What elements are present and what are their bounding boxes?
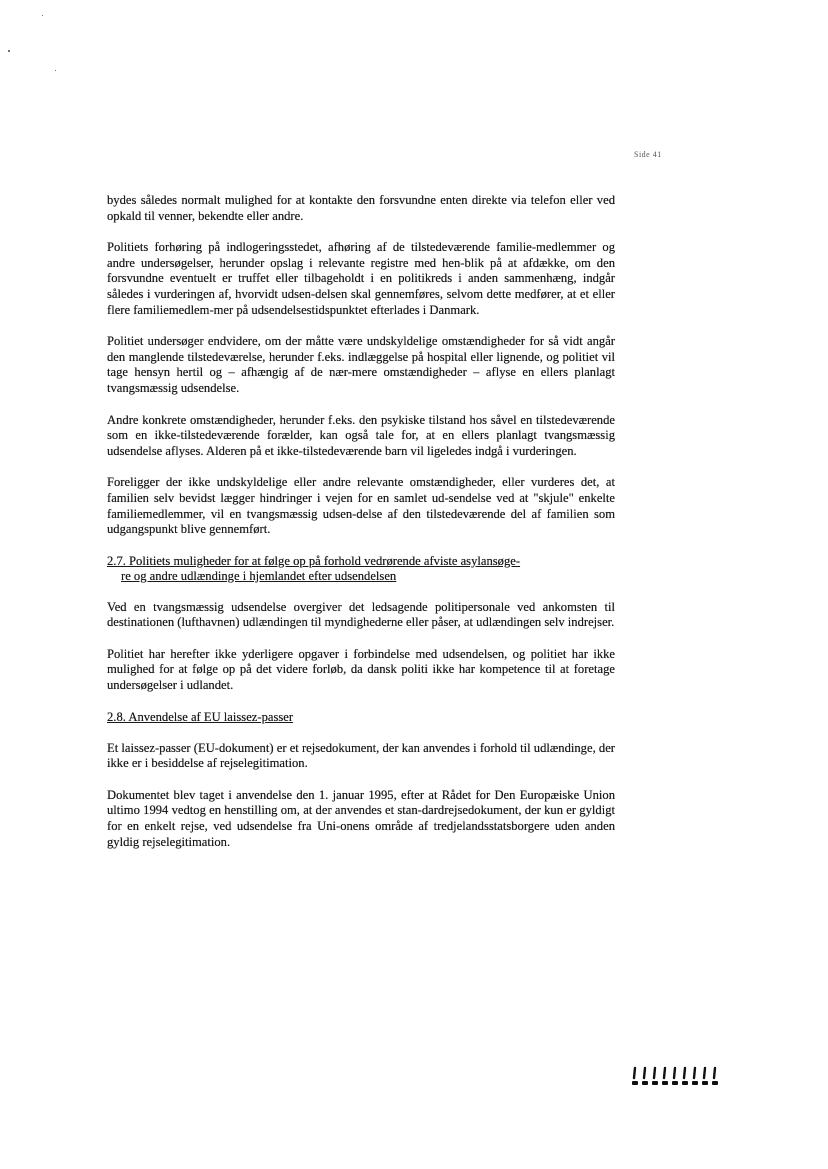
paragraph: Andre konkrete omstændigheder, herunder f.eks. den psykiske tilstand hos såvel en tilstedeværende som en ikke-tilstedeværende forælder, kan også tale for, at en ellers planlagt tvangsmæssig udsendelse aflyses. Alderen på et ikke-tilstedeværende barn vil ligeledes indgå i vurderingen. (107, 412, 615, 458)
section-heading-line: 2.7. Politiets muligheder for at følge op på forhold vedrørende afviste asylansøge- (107, 553, 521, 568)
scan-speck (8, 50, 10, 52)
section-heading-2-8: 2.8. Anvendelse af EU laissez-passer (107, 709, 294, 724)
paragraph: bydes således normalt mulighed for at kontakte den forsvundne enten direkte via telefon eller ved opkald til venner, bekendte eller andre. (107, 193, 615, 223)
paragraph: Politiet undersøger endvidere, om der måtte være undskyldelige omstændigheder for så vidt angår den manglende tilstedeværelse, herunder f.eks. indlæggelse på hospital eller lignende, og politiet vil tage hensyn hertil og – afhængig af de nær-mere omstændigheder – aflyse en ellers planlagt tvangsmæssig udsendelse. (107, 334, 615, 395)
tally-stamp (632, 1066, 726, 1086)
paragraph: Politiets forhøring på indlogeringsstedet, afhøring af de tilstedeværende familie-medlemmer og andre undersøgelser, herunder opslag i relevante registre med hen-blik på at afdække, om den forsvundne eventuelt er truffet eller tilbageholdt i en politikreds i anden sammenhæng, indgår således i vurderingen af, hvorvidt udsen-delsen skal gennemføres, selvom dette medfører, at et eller flere familiemedlem-mer på udsendelsestidspunktet efterlades i Danmark. (107, 240, 615, 317)
scan-speck (55, 70, 56, 71)
section-heading-line: re og andre udlændinge i hjemlandet efter udsendelsen (121, 568, 397, 583)
section-heading-2-7 (107, 554, 615, 584)
paragraph: Et laissez-passer (EU-dokument) er et rejsedokument, der kan anvendes i forhold til udlændinge, der ikke er i besiddelse af rejselegitimation. (107, 740, 615, 771)
paragraph: Politiet har herefter ikke yderligere opgaver i forbindelse med udsendelsen, og politiet har ikke mulighed for at følge op på det videre forløb, da dansk politi ikke har kompetence til at foretage undersøgelser i udlandet. (107, 646, 615, 693)
paragraph: Dokumentet blev taget i anvendelse den 1. januar 1995, efter at Rådet for Den Europæiske Union ultimo 1994 vedtog en henstilling om, at der anvendes et stan-dardrejsedokument, der kun er gyldigt for en enkelt rejse, ved udsendelse fra Uni-onens område af tredjelandsstatsborgere uden anden gyldig rejselegitimation. (107, 787, 615, 849)
paragraph: Ved en tvangsmæssig udsendelse overgiver det ledsagende politipersonale ved ankomsten til destinationen (lufthavnen) udlændingen til myndighederne eller påser, at udlændingen selv indrejser. (107, 599, 615, 630)
page-number: Side 41 (634, 150, 662, 159)
scan-speck (42, 15, 43, 16)
document-body (107, 193, 615, 850)
paragraph: Foreligger der ikke undskyldelige eller andre relevante omstændigheder, eller vurderes det, at familien selv bevidst lægger hindringer i vejen for en samlet ud-sendelse ved at "skjule" enkelte familiemedlemmer, vil en tvangsmæssig udsen-delse af den tilstedeværende del af familien som udgangspunkt blive gennemført. (107, 475, 615, 537)
